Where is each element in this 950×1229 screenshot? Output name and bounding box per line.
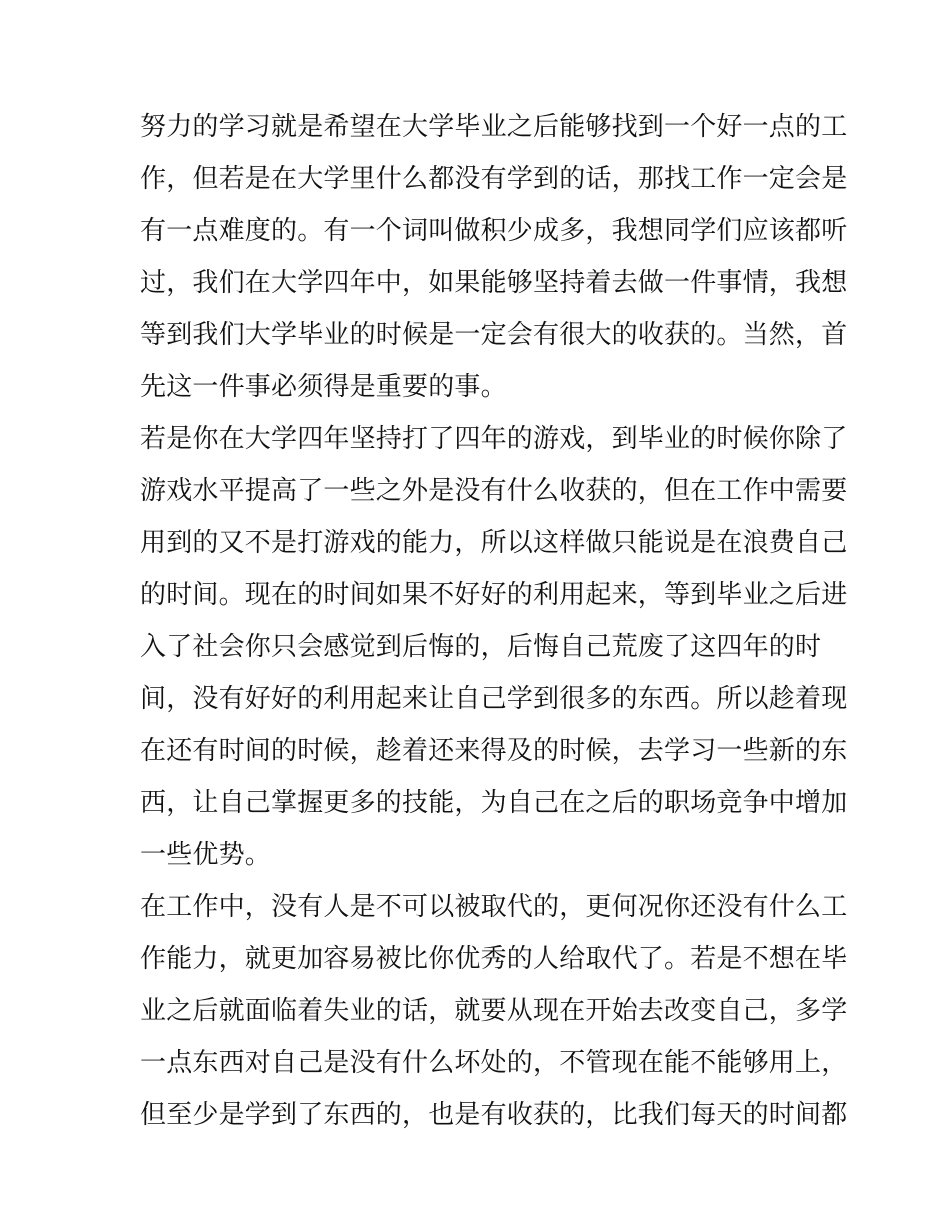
text-line: 在还有时间的时候，趁着还来得及的时候，去学习一些新的东 xyxy=(140,736,848,766)
text-line: 一些优势。 xyxy=(140,840,272,870)
text-line: 游戏水平提高了一些之外是没有什么收获的，但在工作中需要 xyxy=(140,476,848,506)
text-line: 在工作中，没有人是不可以被取代的，更何况你还没有什么工 xyxy=(140,892,848,922)
text-line: 先这一件事必须得是重要的事。 xyxy=(140,372,507,402)
text-line: 西，让自己掌握更多的技能，为自己在之后的职场竞争中增加 xyxy=(140,788,848,818)
text-line: 的时间。现在的时间如果不好好的利用起来，等到毕业之后进 xyxy=(140,580,848,610)
text-line: 过，我们在大学四年中，如果能够坚持着去做一件事情，我想 xyxy=(140,268,848,298)
text-line: 入了社会你只会感觉到后悔的，后悔自己荒废了这四年的时 xyxy=(140,632,822,662)
text-line: 用到的又不是打游戏的能力，所以这样做只能说是在浪费自己 xyxy=(140,528,848,558)
text-line: 间，没有好好的利用起来让自己学到很多的东西。所以趁着现 xyxy=(140,684,848,714)
text-line: 作能力，就更加容易被比你优秀的人给取代了。若是不想在毕 xyxy=(140,944,848,974)
text-line: 一点东西对自己是没有什么坏处的，不管现在能不能够用上， xyxy=(140,1048,848,1078)
text-line: 若是你在大学四年坚持打了四年的游戏，到毕业的时候你除了 xyxy=(140,424,848,454)
text-line: 有一点难度的。有一个词叫做积少成多，我想同学们应该都听 xyxy=(140,216,848,246)
text-line: 作，但若是在大学里什么都没有学到的话，那找工作一定会是 xyxy=(140,164,848,194)
text-line: 但至少是学到了东西的，也是有收获的，比我们每天的时间都 xyxy=(140,1100,848,1130)
text-line: 业之后就面临着失业的话，就要从现在开始去改变自己，多学 xyxy=(140,996,848,1026)
document-body xyxy=(140,101,848,1141)
text-line: 努力的学习就是希望在大学毕业之后能够找到一个好一点的工 xyxy=(140,112,848,142)
text-line: 等到我们大学毕业的时候是一定会有很大的收获的。当然，首 xyxy=(140,320,848,350)
